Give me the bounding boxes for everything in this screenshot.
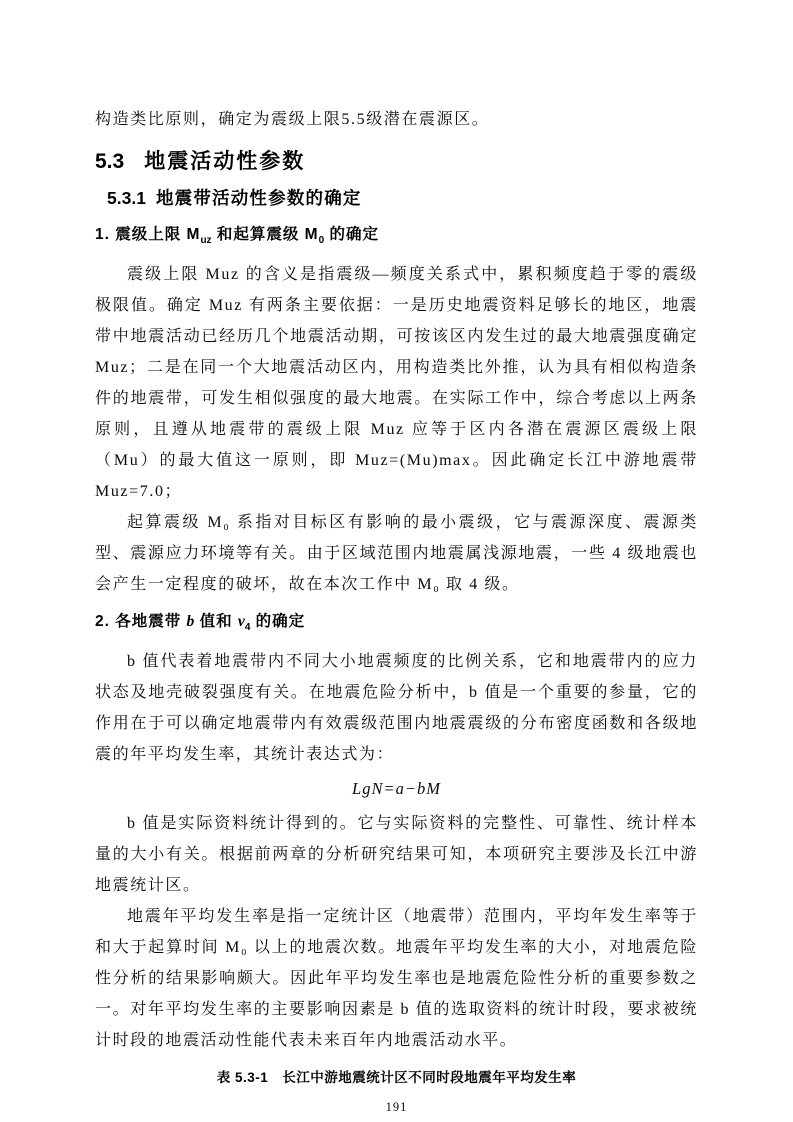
section-title: 地震活动性参数: [144, 150, 306, 173]
item1-heading: [95, 223, 698, 253]
subscript-4: 4: [244, 622, 251, 634]
heading-part: 的确定: [324, 226, 379, 243]
subsection-title: 地震带活动性参数的确定: [155, 188, 362, 208]
section-number: 5.3: [95, 150, 125, 173]
heading-part: 2. 各地震带: [95, 613, 187, 631]
subsection-number: 5.3.1: [107, 188, 146, 208]
paragraph-muz-definition: 震级上限 Muz 的含义是指震级—频度关系式中，累积频度趋于零的震级极限值。确定 Muz 有两条主要依据：一是历史地震资料足够长的地区，地震带中地震活动已经历几个地震活动期，可按该区内发生过的最大地震强度确定 Muz；二是在同一个大地震活动区内，用构造类比外推，认为具有相似构造条件的地震带，可发生相似强度的最大地震。在实际工作中，综合考虑以上两条原则，且遵从地震带的震级上限 Muz 应等于区内各潜在震源区震级上限（Mu）的最大值这一原则，即 Muz=(Mu)max。因此确定长江中游地震带 Muz=7.0；: [95, 266, 698, 501]
formula-lgn: LgN=a−bM: [352, 779, 441, 799]
table-caption: 表 5.3-1 长江中游地震统计区不同时段地震年平均发生率: [216, 1070, 577, 1086]
subsection-heading: [107, 186, 698, 211]
continuation-paragraph: 构造类比原则，确定为震级上限5.5级潜在震源区。: [95, 111, 490, 128]
paragraph-m0-definition: 起算震级 M₀ 系指对目标区有影响的最小震级，它与震源深度、震源类型、震源应力环境等有关。由于区域范围内地震属浅源地震，一些 4 级地震也会产生一定程度的破坏，故在本次工作中 M₀ 取 4 级。: [95, 514, 698, 594]
variable-nu: ν: [237, 613, 245, 631]
subscript-uz: uz: [200, 235, 212, 247]
paragraph-b-value-statistics: b 值是实际资料统计得到的。它与实际资料的完整性、可靠性、统计样本量的大小有关。根据前两章的分析研究结果可知，本项研究主要涉及长江中游地震统计区。: [95, 815, 698, 895]
subscript-0: 0: [318, 235, 325, 247]
page-number: 191: [385, 1100, 408, 1115]
heading-part: 1. 震级上限 M: [95, 226, 201, 243]
section-heading: [95, 147, 698, 176]
heading-part: 和起算震级 M: [211, 226, 319, 243]
variable-b: b: [186, 613, 195, 631]
heading-part: 值和: [194, 613, 238, 631]
paragraph-b-value-definition: b 值代表着地震带内不同大小地震频度的比例关系，它和地震带内的应力状态及地壳破裂强度有关。在地震危险分析中，b 值是一个重要的参量，它的作用在于可以确定地震带内有效震级范围内地震震级的分布密度函数和各级地震的年平均发生率，其统计表达式为：: [95, 653, 698, 764]
heading-part: 的确定: [250, 613, 306, 631]
item2-heading: [95, 610, 698, 640]
paragraph-annual-rate: 地震年平均发生率是指一定统计区（地震带）范围内，平均年发生率等于和大于起算时间 M₀ 以上的地震次数。地震年平均发生率的大小，对地震危险性分析的结果影响颇大。因此年平均发生率也是地震危险性分析的重要参数之一。对年平均发生率的主要影响因素是 b 值的选取资料的统计时段，要求被统计时段的地震活动性能代表未来百年内地震活动水平。: [95, 908, 698, 1050]
